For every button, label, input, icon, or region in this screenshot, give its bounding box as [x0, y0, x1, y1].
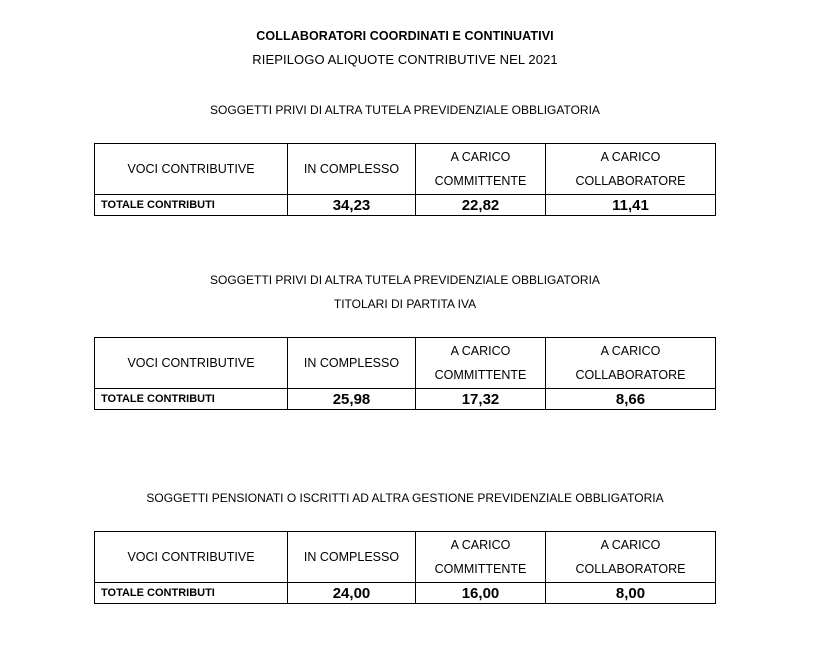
value-in-complesso: 25,98: [288, 389, 416, 410]
table-row: [95, 195, 716, 216]
row-label: TOTALE CONTRIBUTI: [95, 389, 288, 410]
header-voci-contributive: VOCI CONTRIBUTIVE: [95, 338, 288, 389]
row-label: TOTALE CONTRIBUTI: [95, 195, 288, 216]
header-in-complesso: IN COMPLESSO: [288, 532, 416, 583]
header-collaboratore-line1: A CARICO: [600, 344, 661, 358]
section-2-heading: SOGGETTI PRIVI DI ALTRA TUTELA PREVIDENZIALE OBBLIGATORIA: [210, 273, 600, 287]
header-a-carico-committente: [416, 532, 546, 583]
header-collaboratore-line2: COLLABORATORE: [575, 174, 686, 188]
header-in-complesso: IN COMPLESSO: [288, 144, 416, 195]
header-committente-line2: COMMITTENTE: [434, 174, 527, 188]
header-committente-line1: A CARICO: [450, 150, 511, 164]
value-a-carico-committente: 22,82: [416, 195, 546, 216]
value-a-carico-committente: 17,32: [416, 389, 546, 410]
section-3-heading: SOGGETTI PENSIONATI O ISCRITTI AD ALTRA GESTIONE PREVIDENZIALE OBBLIGATORIA: [146, 491, 664, 505]
header-in-complesso: IN COMPLESSO: [288, 338, 416, 389]
section-3-table: [94, 531, 716, 604]
header-a-carico-collaboratore: [546, 532, 716, 583]
header-a-carico-committente: [416, 338, 546, 389]
header-committente-line2: COMMITTENTE: [434, 562, 527, 576]
header-collaboratore-line1: A CARICO: [600, 538, 661, 552]
table-row: [95, 583, 716, 604]
header-committente-line1: A CARICO: [450, 344, 511, 358]
header-collaboratore-line1: A CARICO: [600, 150, 661, 164]
header-committente-line2: COMMITTENTE: [434, 368, 527, 382]
value-a-carico-collaboratore: 11,41: [546, 195, 716, 216]
section-1-table: [94, 143, 716, 216]
header-voci-contributive: VOCI CONTRIBUTIVE: [95, 532, 288, 583]
value-in-complesso: 24,00: [288, 583, 416, 604]
table-header-row: [95, 144, 716, 195]
header-collaboratore-line2: COLLABORATORE: [575, 562, 686, 576]
header-a-carico-collaboratore: [546, 144, 716, 195]
table-row: [95, 389, 716, 410]
header-voci-contributive: VOCI CONTRIBUTIVE: [95, 144, 288, 195]
document-title: COLLABORATORI COORDINATI E CONTINUATIVI: [256, 29, 554, 43]
section-1-heading: SOGGETTI PRIVI DI ALTRA TUTELA PREVIDENZIALE OBBLIGATORIA: [210, 103, 600, 117]
table-header-row: [95, 338, 716, 389]
section-2-table: [94, 337, 716, 410]
value-in-complesso: 34,23: [288, 195, 416, 216]
header-collaboratore-line2: COLLABORATORE: [575, 368, 686, 382]
value-a-carico-collaboratore: 8,66: [546, 389, 716, 410]
header-a-carico-collaboratore: [546, 338, 716, 389]
value-a-carico-committente: 16,00: [416, 583, 546, 604]
section-2-subheading: TITOLARI DI PARTITA IVA: [333, 297, 477, 311]
table-header-row: [95, 532, 716, 583]
header-committente-line1: A CARICO: [450, 538, 511, 552]
value-a-carico-collaboratore: 8,00: [546, 583, 716, 604]
row-label: TOTALE CONTRIBUTI: [95, 583, 288, 604]
header-a-carico-committente: [416, 144, 546, 195]
document-subtitle: RIEPILOGO ALIQUOTE CONTRIBUTIVE NEL 2021: [252, 52, 558, 67]
